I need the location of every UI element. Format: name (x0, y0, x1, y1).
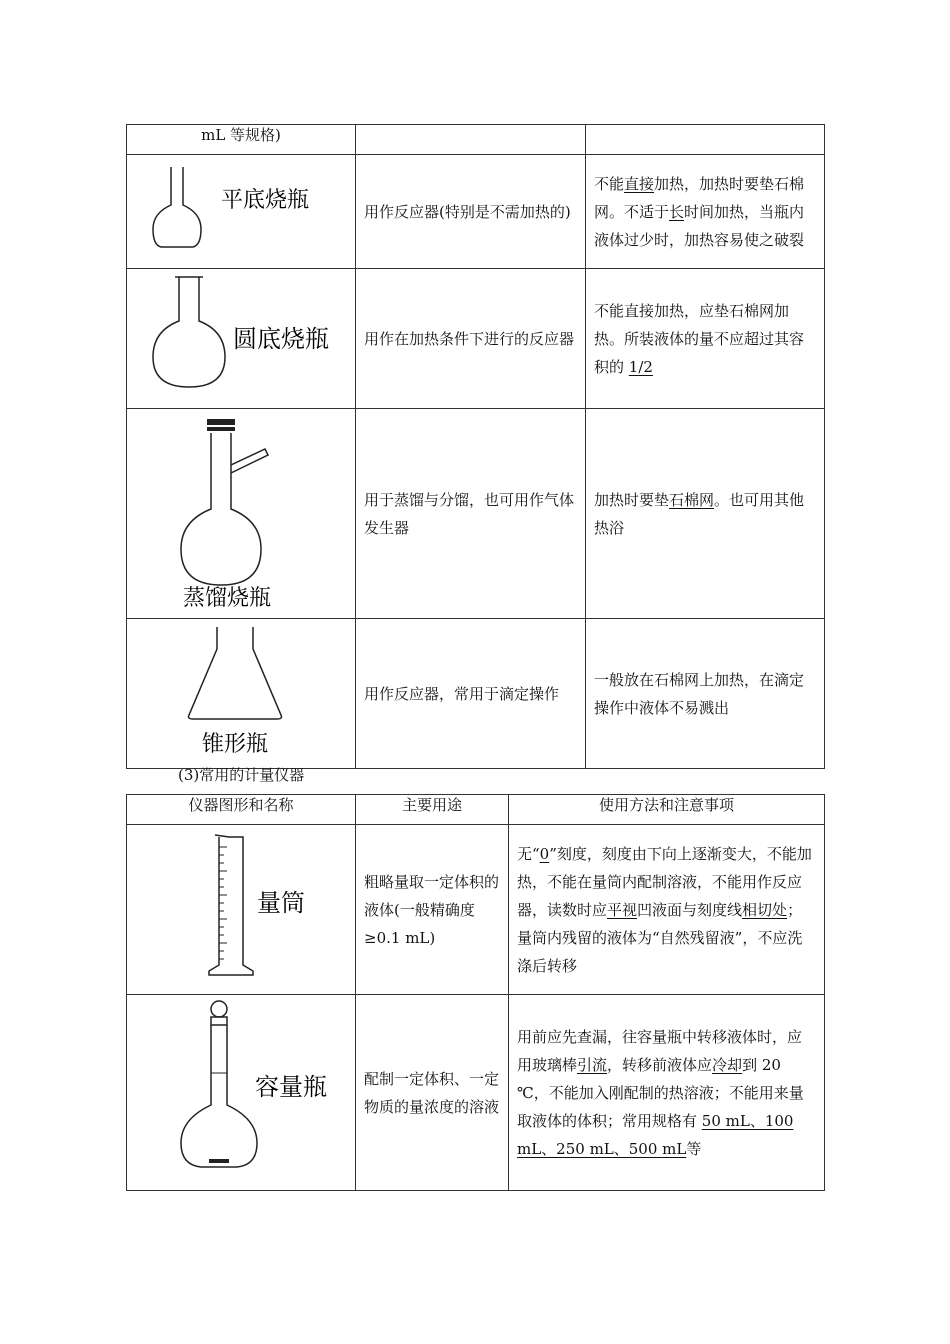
table-row (127, 155, 825, 269)
table-row (127, 409, 825, 619)
instrument-table-flasks (126, 124, 825, 769)
table-row (127, 619, 825, 769)
underlined-answer: 石棉网 (669, 490, 715, 509)
underlined-answer: 1/2 (628, 357, 653, 376)
round-flask-cell (127, 269, 356, 409)
note-cell (586, 269, 825, 409)
note-text: ；量筒内残留的液体为“自然残留液”，不应洗涤后转移 (517, 900, 803, 975)
table-header-row (127, 795, 825, 825)
flask-name: 锥形瓶 (201, 732, 269, 757)
section-caption: (3)常用的计量仪器 (178, 766, 305, 784)
note-text: ”刻度，刻度由下向上逐渐变大，不能加热，不能在量筒内配制溶液，不能用作反应器，读数时应 (517, 844, 812, 919)
volumetric-flask-cell (127, 995, 356, 1191)
header-instrument: 仪器图形和名称 (127, 795, 356, 825)
underlined-answer: 50 mL、100 mL、250 mL、500 mL (517, 1111, 794, 1158)
instrument-name: 容量瓶 (255, 1073, 327, 1101)
instrument-name: 量筒 (257, 889, 305, 917)
note-cell (586, 409, 825, 619)
flask-name: 平底烧瓶 (220, 188, 310, 213)
flat-bottom-flask-illustration (141, 157, 341, 257)
underlined-answer: 0 (539, 844, 550, 863)
graduated-cylinder-illustration (141, 825, 341, 985)
table-row (127, 825, 825, 995)
conical-flask-illustration (141, 619, 341, 759)
note-text: 加热，加热时要垫石棉网。不适于 (594, 174, 805, 221)
note-text: 不能 (594, 174, 625, 193)
note-text: 等 (686, 1139, 702, 1158)
spec-continuation: mL 等规格) (127, 125, 356, 155)
note-cell (586, 619, 825, 769)
round-bottom-flask-illustration (141, 269, 341, 399)
header-notes: 使用方法和注意事项 (509, 795, 825, 825)
usage-cell: 用作在加热条件下进行的反应器 (356, 269, 586, 409)
note-text: 。也可用其他热浴 (594, 490, 805, 537)
distillation-flask-illustration (141, 409, 341, 609)
flask-name: 蒸馏烧瓶 (182, 586, 272, 609)
note-text: 用前应先查漏，往容量瓶中转移液体时，应用玻璃棒 (517, 1027, 803, 1074)
conical-flask-cell (127, 619, 356, 769)
table-row (127, 995, 825, 1191)
distill-flask-cell (127, 409, 356, 619)
note-text: 不能直接加热，应垫石棉网加热。所装液体的量不应超过其容积的 (594, 301, 805, 376)
flask-name: 圆底烧瓶 (233, 325, 329, 353)
note-text: ，转移前液体应 (607, 1055, 713, 1074)
usage-cell: 配制一定体积、一定物质的量浓度的溶液 (356, 995, 509, 1191)
header-usage: 主要用途 (356, 795, 509, 825)
note-text: 到 20 ℃，不能加入刚配制的热溶液；不能用来量取液体的体积；常用规格有 (517, 1055, 804, 1130)
underlined-answer: 平视 (607, 900, 638, 919)
note-text: 一般放在石棉网上加热，在滴定操作中液体不易溅出 (594, 670, 805, 717)
cylinder-cell (127, 825, 356, 995)
underlined-answer: 引流 (577, 1055, 608, 1074)
note-text: 凹液面与刻度线 (637, 900, 743, 919)
underlined-answer: 直接 (624, 174, 655, 193)
note-cell (586, 155, 825, 269)
usage-cell: 粗略量取一定体积的液体(一般精确度≥0.1 mL) (356, 825, 509, 995)
usage-cell: 用于蒸馏与分馏，也可用作气体发生器 (356, 409, 586, 619)
note-text: 无“ (517, 844, 540, 863)
underlined-answer: 冷却 (712, 1055, 743, 1074)
flat-flask-cell (127, 155, 356, 269)
table-row (127, 125, 825, 155)
underlined-answer: 相切处 (742, 900, 788, 919)
table-row (127, 269, 825, 409)
note-cell (509, 995, 825, 1191)
note-text: 时间加热，当瓶内液体过少时，加热容易使之破裂 (594, 202, 805, 249)
volumetric-flask-illustration (141, 995, 341, 1181)
measuring-instrument-table (126, 794, 825, 1191)
usage-cell: 用作反应器，常用于滴定操作 (356, 619, 586, 769)
note-text: 加热时要垫 (594, 490, 670, 509)
underlined-answer: 长 (669, 202, 685, 221)
usage-cell: 用作反应器(特别是不需加热的) (356, 155, 586, 269)
note-cell (509, 825, 825, 995)
